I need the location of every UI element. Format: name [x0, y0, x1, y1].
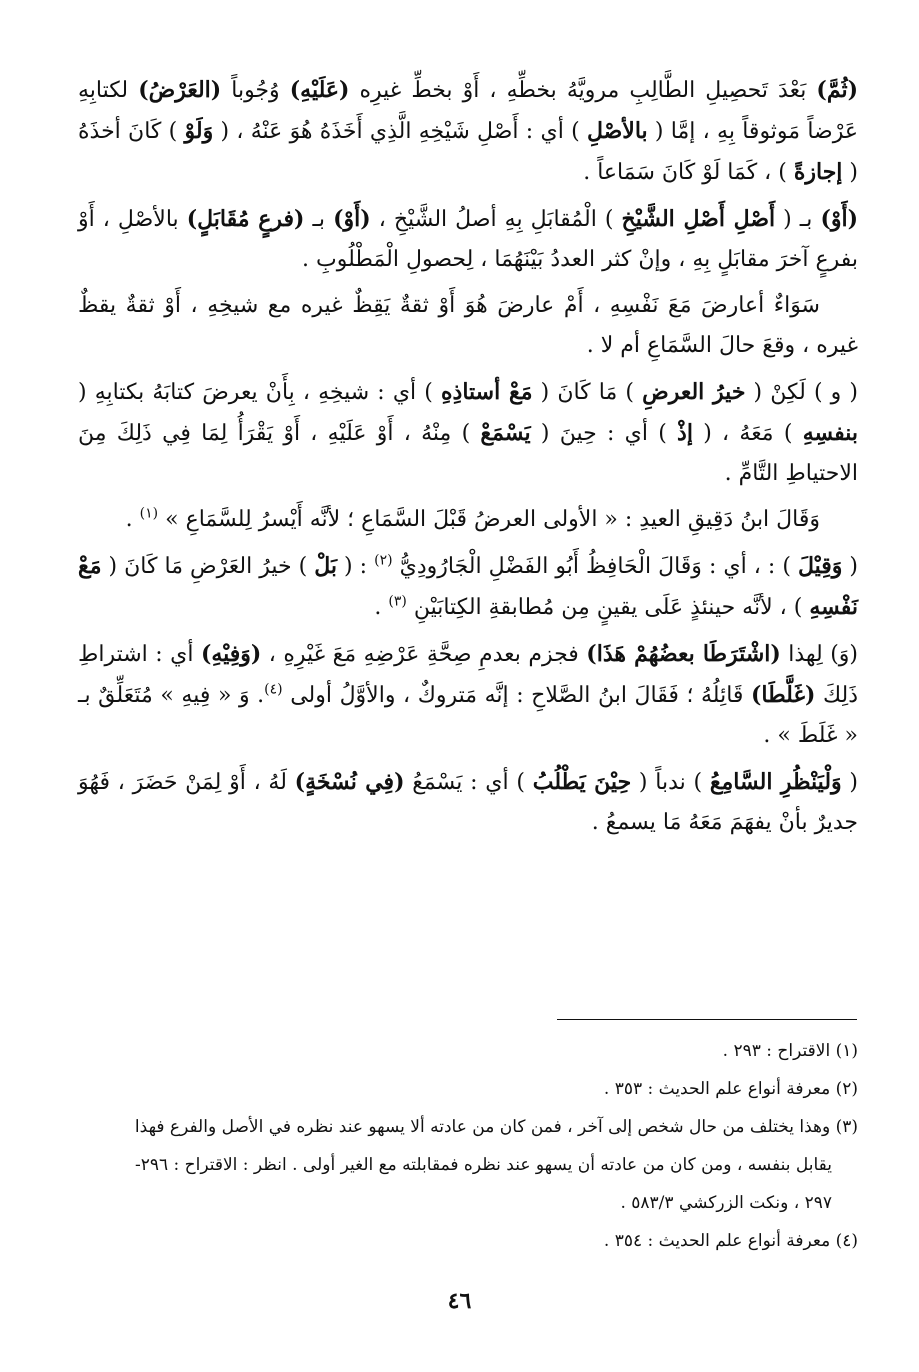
keyword: (أَوْ) [820, 206, 858, 232]
page-number: ٤٦ [447, 1288, 472, 1314]
paragraph-5 [78, 500, 858, 540]
keyword: بالأصْلِ [586, 118, 648, 144]
text-run: ) ، كَمَا لَوْ كَانَ سَمَاعاً . [583, 160, 794, 185]
footnote-ref-3[interactable]: (٣) [388, 593, 407, 610]
footnote-3-line-1: (٣) وهذا يختلف من حال شخص إلى آخر ، فمن كان من عادته ألا يسهو عند نظره في الأصل والفرع فهذا [134, 1117, 858, 1137]
keyword: (وَفِيْهِ) [200, 641, 262, 667]
text-run: ) : ، أي : وَقَالَ الْحَافِظُ أَبُو الفَضْلِ الْجَارُودِيُّ [392, 554, 798, 579]
keyword: (اشْتَرَطَا بعضُهُمْ هَذَا) [586, 641, 781, 667]
text-run: ( [842, 554, 859, 579]
text-run: بـ [304, 207, 334, 232]
footnotes [78, 1034, 858, 1262]
keyword: مَعْ نَفْسِهِ [78, 553, 858, 620]
text-run: ( [841, 770, 858, 795]
footnote-divider [557, 1019, 857, 1020]
text-run: قَائِلُهُ ؛ فَقَالَ ابنُ الصَّلاحِ : إنَّه مَتروكٌ ، والأوَّلُ أولى [282, 683, 752, 708]
keyword: بَلْ [314, 553, 338, 579]
paragraph-3 [78, 286, 858, 366]
footnote-3-line-2: يقابل بنفسه ، ومن كان من عادته أن يسهو عند نظره فمقابلته مع الغير أولى . انظر : الاقتراح : ٢٩٦- [134, 1155, 832, 1175]
keyword: (عَلَيْهِ) [289, 77, 350, 103]
footnote-ref-1[interactable]: (١) [139, 505, 159, 522]
text-run: . وَ « فِيهِ » مُتَعَلِّقٌ بـ « غَلَطَ » . [78, 683, 858, 748]
text-run: ) مَعَهُ ، ( [692, 421, 803, 446]
paragraph-2 [78, 199, 858, 280]
footnote-1: (١) الاقتراح : ٢٩٣ . [722, 1041, 858, 1061]
text-run: ) ، لأنَّه حينئذٍ عَلَى يقينٍ مِن مُطابقةِ الكِتابَيْنِ [406, 595, 810, 620]
footnote-2: (٢) معرفة أنواع علم الحديث : ٣٥٣ . [603, 1079, 858, 1099]
text-run: ( و ) لَكِنْ ( [745, 380, 858, 405]
text-run: ) أي : شيخِهِ ، بِأَنْ يعرضَ كتابَهُ بكتابِهِ ( [78, 380, 441, 405]
text-run: ) الْمُقابَلِ بِهِ أصلُ الشَّيْخِ ، [370, 207, 622, 232]
text-run: لكتابِهِ عَرْضاً مَوثوقاً بِهِ ، إمَّا ( [78, 78, 858, 144]
keyword: وَقِيْلَ [797, 553, 843, 579]
text-run: ) أي : أَصْلِ شَيْخِهِ الَّذِي أَخَذَهُ هُوَ عَنْهُ ، ( [213, 119, 587, 144]
text-run: ) مِنْهُ ، أَوْ عَلَيْهِ ، أَوْ يَقْرَأُ لِمَا فِي ذَلِكَ مِنَ الاحتياطِ التَّامِّ . [78, 421, 858, 486]
text-run: ) مَا كَانَ ( [532, 380, 643, 405]
text-run: بالأصْلِ ، أَوْ بفرعٍ آخرَ مقابَلٍ بِهِ ، وإنْ كثر العددُ بَيْنَهُمَا ، لِحصولِ الْمَطْلُوبِ . [78, 207, 858, 272]
text-run: سَوَاءٌ أعارضَ مَعَ نَفْسِهِ ، أَمْ عارضَ هُوَ أَوْ ثقةٌ يَقِظٌ غيره مع شيخِهِ ، أَوْ ثقةٌ يقظٌ غيره ، وقعَ حالَ السَّمَاعِ أم لا . [78, 293, 858, 358]
text-run: ) ندباً ( [631, 770, 710, 795]
text-run: . [374, 595, 389, 620]
paragraph-1 [78, 70, 858, 193]
keyword: إجازةً [793, 159, 843, 185]
footnote-ref-2[interactable]: (٢) [374, 552, 393, 569]
text-run: (وَ) لِهذا [780, 642, 859, 667]
text-run: أي : اشتراطِ ذَلِكَ [78, 642, 858, 708]
text-run: ) أي : يَسْمَعُ [404, 770, 533, 795]
footnote-ref-4[interactable]: (٤) [264, 681, 283, 698]
paragraph-7 [78, 634, 858, 756]
text-run: ) كَانَ أخذَهُ ( [78, 119, 858, 185]
text-run: وَقَالَ ابنُ دَقِيقِ العيدِ : « الأولى العرضُ قَبْلَ السَّمَاعِ ؛ لأنَّه أَيْسرُ لِلسَّمَاعِ » [158, 507, 820, 532]
footnote-4: (٤) معرفة أنواع علم الحديث : ٣٥٤ . [603, 1231, 858, 1251]
text-run: . [125, 507, 140, 532]
text-run: لَهُ ، أَوْ لِمَنْ حَضَرَ ، فَهُوَ جديرٌ بأنْ يفهَمَ مَعَهُ مَا يسمعُ . [78, 770, 858, 835]
paragraph-4 [78, 372, 858, 494]
text-run: بـ ( [775, 207, 821, 232]
keyword: إذْ [677, 420, 693, 446]
text-run: ) أي : حِينَ ( [530, 421, 678, 446]
text-run: : ( [337, 554, 375, 579]
text-run: بَعْدَ تَحصِيلِ الطَّالِبِ مرويَّهُ بخطِّهِ ، أَوْ بخطِّ غيرِه [349, 78, 817, 103]
paragraph-6 [78, 546, 858, 628]
text-run: وُجُوباً [221, 78, 290, 103]
keyword: وَلَوْ [184, 118, 214, 144]
keyword: (فِي نُسْخَةٍ) [294, 769, 405, 795]
footnote-3-line-3: ٢٩٧ ، ونكت الزركشي ٥٨٣/٣ . [620, 1193, 832, 1213]
keyword: (ثُمَّ) [816, 77, 859, 103]
paragraph-8 [78, 762, 858, 843]
keyword: (فرعٍ مُقَابَلٍ) [186, 206, 305, 232]
main-text [78, 70, 858, 849]
text-run: ) خيرُ العَرْضِ مَا كَانَ ( [101, 554, 315, 579]
keyword: (أَوْ) [333, 206, 371, 232]
keyword: (غَلَّطَا) [751, 682, 816, 708]
text-run: فجزم بعدمِ صِحَّةِ عَرْضِهِ مَعَ غَيْرِهِ ، [261, 642, 587, 667]
keyword: يَسْمَعْ [480, 420, 531, 446]
keyword: حِيْنَ يَطْلُبُ [532, 769, 632, 795]
keyword: (العَرْضُ) [138, 77, 222, 103]
keyword: بنفسِهِ [802, 420, 858, 446]
keyword: أَصْلِ أَصْلِ الشَّيْخِ [621, 206, 776, 232]
keyword: وَلْيَنْظُرِ السَّامِعُ [709, 769, 842, 795]
keyword: خيرُ العرضِ [642, 379, 746, 405]
keyword: مَعْ أستاذِهِ [441, 379, 533, 405]
